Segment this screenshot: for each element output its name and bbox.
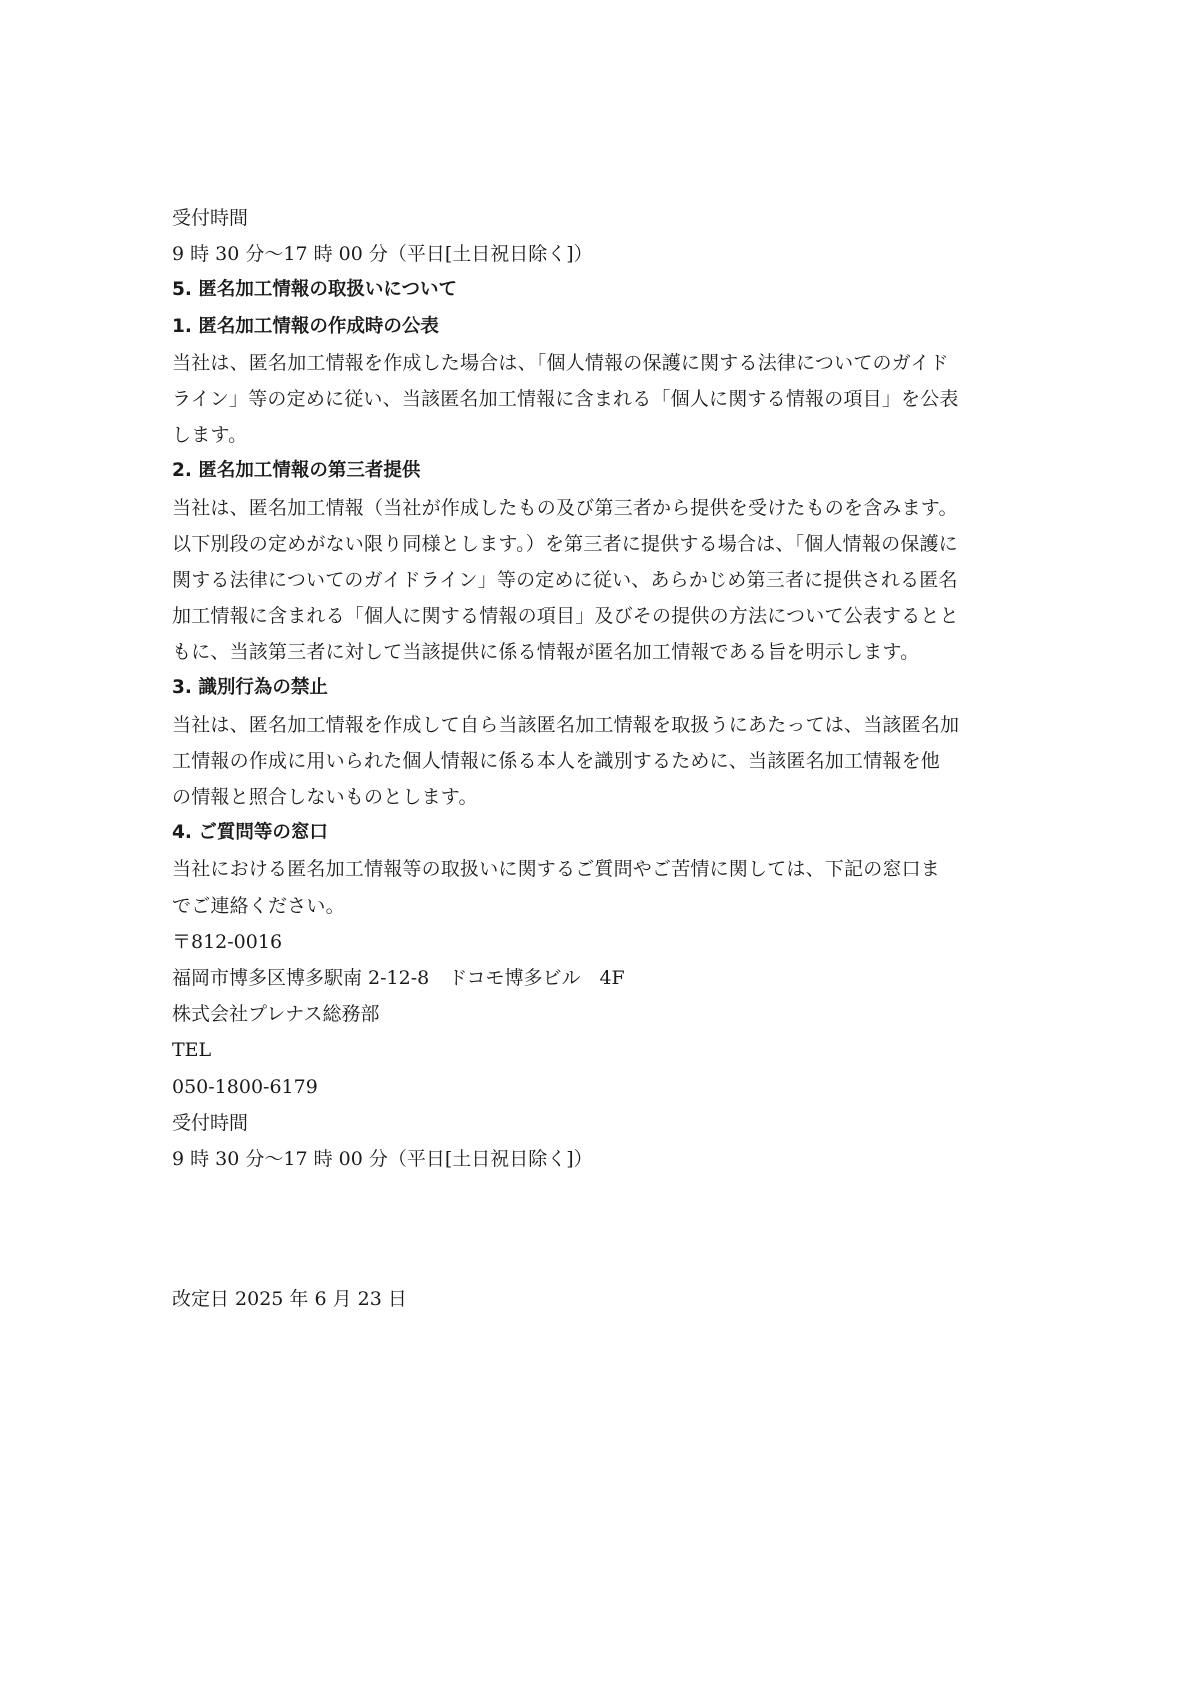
subsection-2-line: もに、当該第三者に対して当該提供に係る情報が匿名加工情報である旨を明示します。 [172, 641, 920, 664]
subsection-3-line: 当社は、匿名加工情報を作成して自ら当該匿名加工情報を取扱うにあたっては、当該匿名加 [172, 713, 960, 736]
subsection-1-line: 当社は、匿名加工情報を作成した場合は、「個人情報の保護に関する法律についてのガイド [172, 351, 949, 374]
section-5-title: 5. 匿名加工情報の取扱いについて [172, 279, 457, 301]
subsection-1-title: 1. 匿名加工情報の作成時の公表 [172, 315, 439, 337]
tel-label: TEL [172, 1039, 212, 1062]
subsection-3-title: 3. 識別行為の禁止 [172, 677, 328, 699]
reception-hours-top: 9 時 30 分～17 時 00 分（平日[土日祝日除く]） [172, 243, 593, 266]
subsection-1-line: ライン」等の定めに従い、当該匿名加工情報に含まれる「個人に関する情報の項目」を公表 [172, 387, 959, 410]
tel-number: 050-1800-6179 [172, 1075, 318, 1098]
subsection-3-line: の情報と照合しないものとします。 [172, 786, 478, 808]
subsection-2-line: 当社は、匿名加工情報（当社が作成したもの及び第三者から提供を受けたものを含みます。 [172, 496, 958, 519]
revision-date: 改定日 2025 年 6 月 23 日 [172, 1288, 407, 1310]
postal-code: 〒812-0016 [172, 930, 283, 953]
subsection-2-line: 関する法律についてのガイドライン」等の定めに従い、あらかじめ第三者に提供される匿名 [172, 568, 958, 591]
company-department: 株式会社プレナス総務部 [172, 1003, 380, 1026]
subsection-2-line: 加工情報に含まれる「個人に関する情報の項目」及びその提供の方法について公表するとと [172, 605, 959, 628]
subsection-1-line: します。 [172, 424, 248, 447]
reception-hours: 9 時 30 分～17 時 00 分（平日[土日祝日除く]） [172, 1147, 593, 1170]
reception-label: 受付時間 [172, 1111, 249, 1134]
subsection-4-line: 当社における匿名加工情報等の取扱いに関するご質問やご苦情に関しては、下記の窓口ま [172, 858, 941, 881]
subsection-2-line: 以下別段の定めがない限り同様とします。）を第三者に提供する場合は、「個人情報の保護に [172, 532, 958, 555]
subsection-2-title: 2. 匿名加工情報の第三者提供 [172, 460, 421, 482]
subsection-4-title: 4. ご質問等の窓口 [172, 822, 328, 844]
subsection-4-line: でご連絡ください。 [172, 894, 345, 917]
subsection-3-line: 工情報の作成に用いられた個人情報に係る本人を識別するために、当該匿名加工情報を他 [172, 749, 941, 772]
address: 福岡市博多区博多駅南 2-12-8 ドコモ博多ビル 4F [172, 966, 625, 989]
reception-label-top: 受付時間 [172, 207, 249, 229]
document-body [172, 200, 1032, 1177]
